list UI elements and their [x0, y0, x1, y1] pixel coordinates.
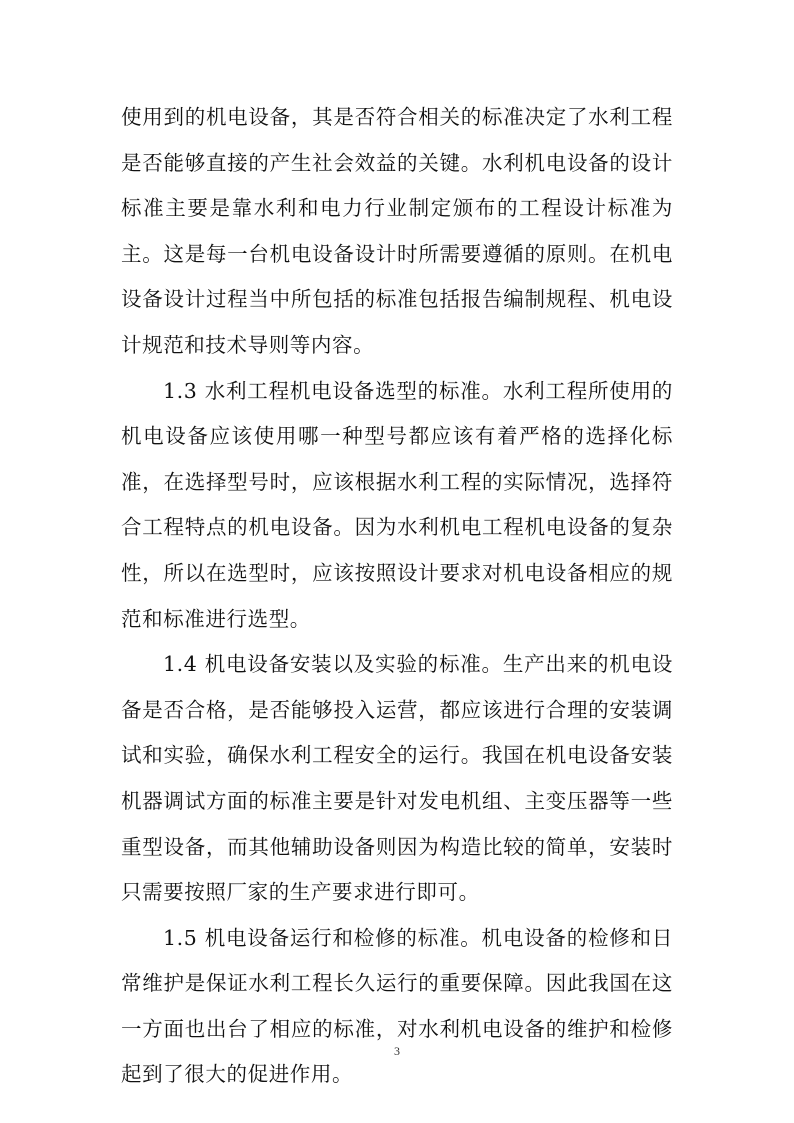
page-number: 3	[394, 1044, 400, 1058]
paragraph-section-1-3: 1.3 水利工程机电设备选型的标准。水利工程所使用的机电设备应该使用哪一种型号都应该有着严格的选择化标准，在选择型号时，应该根据水利工程的实际情况，选择符合工程特点的机电设备。因为水利机电工程机电设备的复杂性，所以在选型时，应该按照设计要求对机电设备相应的规范和标准进行选型。	[121, 378, 673, 631]
paragraph-section-1-5: 1.5 机电设备运行和检修的标准。机电设备的检修和日常维护是保证水利工程长久运行的重要保障。因此我国在这一方面也出台了相应的标准，对水利机电设备的维护和检修起到了很大的促进作用。	[121, 925, 673, 1087]
document-body	[121, 95, 673, 1098]
paragraph-section-1-4: 1.4 机电设备安装以及实验的标准。生产出来的机电设备是否合格，是否能够投入运营，都应该进行合理的安装调试和实验，确保水利工程安全的运行。我国在机电设备安装机器调试方面的标准主要是针对发电机组、主变压器等一些重型设备，而其他辅助设备则因为构造比较的简单，安装时只需要按照厂家的生产要求进行即可。	[121, 652, 673, 905]
paragraph-continuation: 使用到的机电设备，其是否符合相关的标准决定了水利工程是否能够直接的产生社会效益的关键。水利机电设备的设计标准主要是靠水利和电力行业制定颁布的工程设计标准为主。这是每一台机电设备设计时所需要遵循的原则。在机电设备设计过程当中所包括的标准包括报告编制规程、机电设计规范和技术导则等内容。	[121, 105, 673, 357]
